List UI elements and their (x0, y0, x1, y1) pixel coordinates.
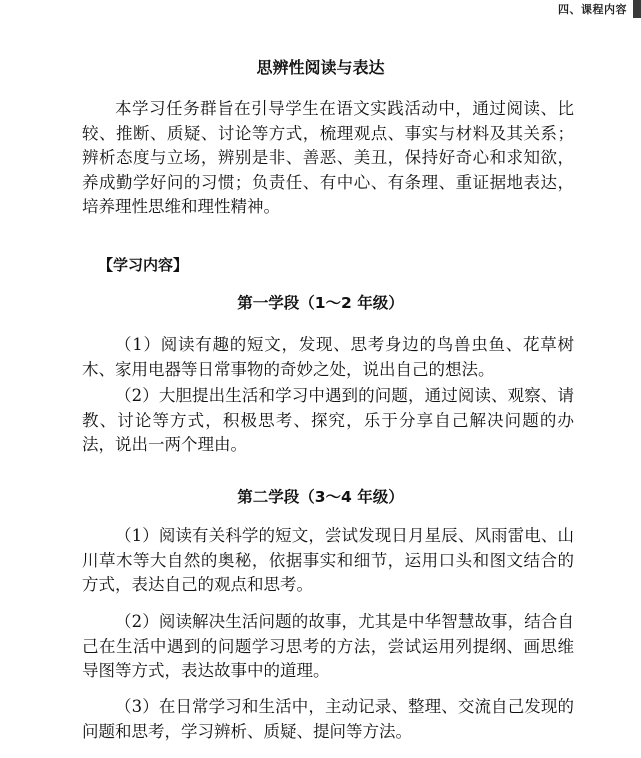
stage-2-item-2: （2）阅读解决生活问题的故事，尤其是中华智慧故事，结合自己在生活中遇到的问题学习思考的方法，尝试运用列提纲、画思维导图等方式，表达故事中的道理。 (82, 612, 574, 680)
stage-2-item-1: （1）阅读有关科学的短文，尝试发现日月星辰、风雨雷电、山川草木等大自然的奥秘，依据事实和细节，运用口头和图文结合的方式，表达自己的观点和思考。 (82, 526, 574, 594)
stage-2-item-3: （3）在日常学习和生活中，主动记录、整理、交流自己发现的问题和思考，学习辨析、质疑、提问等方法。 (82, 697, 574, 741)
intro-paragraph: 本学习任务群旨在引导学生在语文实践活动中，通过阅读、比较、推断、质疑、讨论等方式，梳理观点、事实与材料及其关系；辨析态度与立场，辨别是非、善恶、美丑，保持好奇心和求知欲，养成勤学好问的习惯；负责任、有中心、有条理、重证据地表达，培养理性思维和理性精神。 (82, 99, 574, 216)
learning-content-heading: 【学习内容】 (98, 256, 189, 274)
running-header (552, 0, 641, 18)
running-header-title: 四、课程内容 (558, 3, 627, 16)
header-marker-bar (633, 0, 641, 18)
stage-1-item-2: （2）大胆提出生活和学习中遇到的问题，通过阅读、观察、请教、讨论等方式，积极思考、探究，乐于分享自己解决问题的办法，说出一两个理由。 (82, 386, 574, 454)
stage-2-heading: 第二学段（3～4 年级） (237, 488, 404, 506)
stage-1-item-1: （1）阅读有趣的短文，发现、思考身边的鸟兽虫鱼、花草树木、家用电器等日常事物的奇妙之处，说出自己的想法。 (82, 335, 574, 379)
stage-1-heading: 第一学段（1～2 年级） (237, 294, 404, 312)
section-title: 思辨性阅读与表达 (256, 58, 385, 77)
